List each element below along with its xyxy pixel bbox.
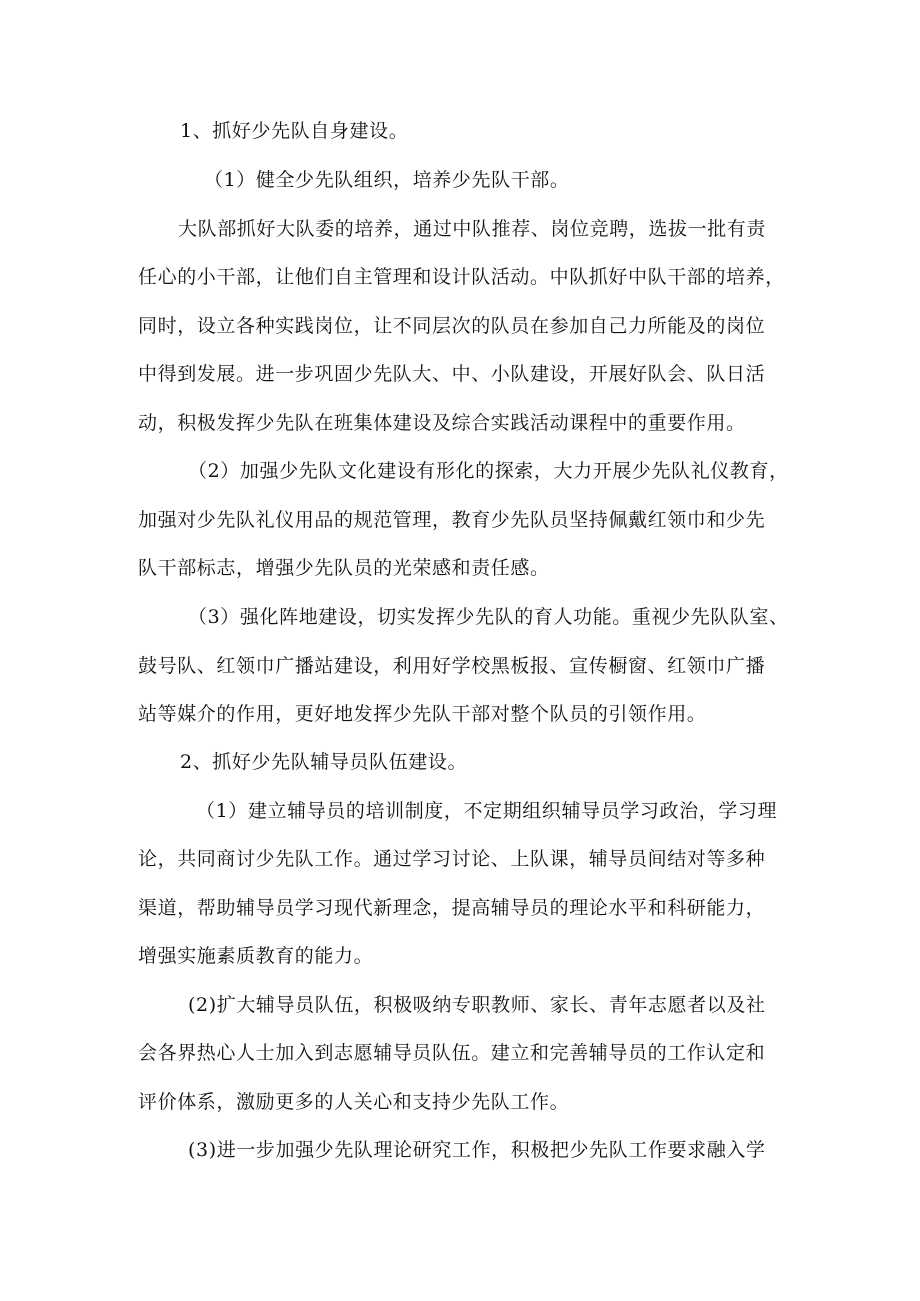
- paragraph-line: 加强对少先队礼仪用品的规范管理，教育少先队员坚持佩戴红领巾和少先: [138, 509, 766, 531]
- paragraph-line: 站等媒介的作用，更好地发挥少先队干部对整个队员的引领作用。: [138, 703, 707, 725]
- paragraph-line: 鼓号队、红领巾广播站建设，利用好学校黑板报、宣传橱窗、红领巾广播: [138, 655, 766, 677]
- paragraph-line: （1）建立辅导员的培训制度，不定期组织辅导员学习政治，学习理: [196, 800, 778, 822]
- paragraph-line: 队干部标志，增强少先队员的光荣感和责任感。: [138, 557, 550, 579]
- subheading-1-1: （1）健全少先队组织，培养少先队干部。: [204, 169, 570, 191]
- paragraph-line: 渠道，帮助辅导员学习现代新理念，提高辅导员的理论水平和科研能力，: [138, 897, 766, 919]
- paragraph-line: （2）加强少先队文化建设有形化的探索，大力开展少先队礼仪教育，: [188, 460, 789, 482]
- paragraph-line: （3）强化阵地建设，切实发挥少先队的育人功能。重视少先队队室、: [188, 606, 789, 628]
- paragraph-line: 大队部抓好大队委的培养，通过中队推荐、岗位竞聘，选拔一批有责: [178, 218, 767, 240]
- paragraph-line: 论，共同商讨少先队工作。通过学习讨论、上队课，辅导员间结对等多种: [138, 848, 766, 870]
- paragraph-line: 增强实施素质教育的能力。: [138, 945, 374, 967]
- paragraph-line: 动，积极发挥少先队在班集体建设及综合实践活动课程中的重要作用。: [138, 412, 746, 434]
- heading-2: 2、抓好少先队辅导员队伍建设。: [180, 751, 468, 773]
- paragraph-line: 中得到发展。进一步巩固少先队大、中、小队建设，开展好队会、队日活: [138, 363, 766, 385]
- paragraph-line: 会各界热心人士加入到志愿辅导员队伍。建立和完善辅导员的工作认定和: [138, 1042, 766, 1064]
- paragraph-line: 任心的小干部，让他们自主管理和设计队活动。中队抓好中队干部的培养，: [138, 266, 785, 288]
- paragraph-line: 评价体系，激励更多的人关心和支持少先队工作。: [138, 1091, 570, 1113]
- paragraph-line: (3)进一步加强少先队理论研究工作，积极把少先队工作要求融入学: [188, 1139, 766, 1161]
- paragraph-line: (2)扩大辅导员队伍，积极吸纳专职教师、家长、青年志愿者以及社: [188, 994, 766, 1016]
- heading-1: 1、抓好少先队自身建设。: [180, 120, 409, 142]
- paragraph-line: 同时，设立各种实践岗位，让不同层次的队员在参加自己力所能及的岗位: [138, 315, 766, 337]
